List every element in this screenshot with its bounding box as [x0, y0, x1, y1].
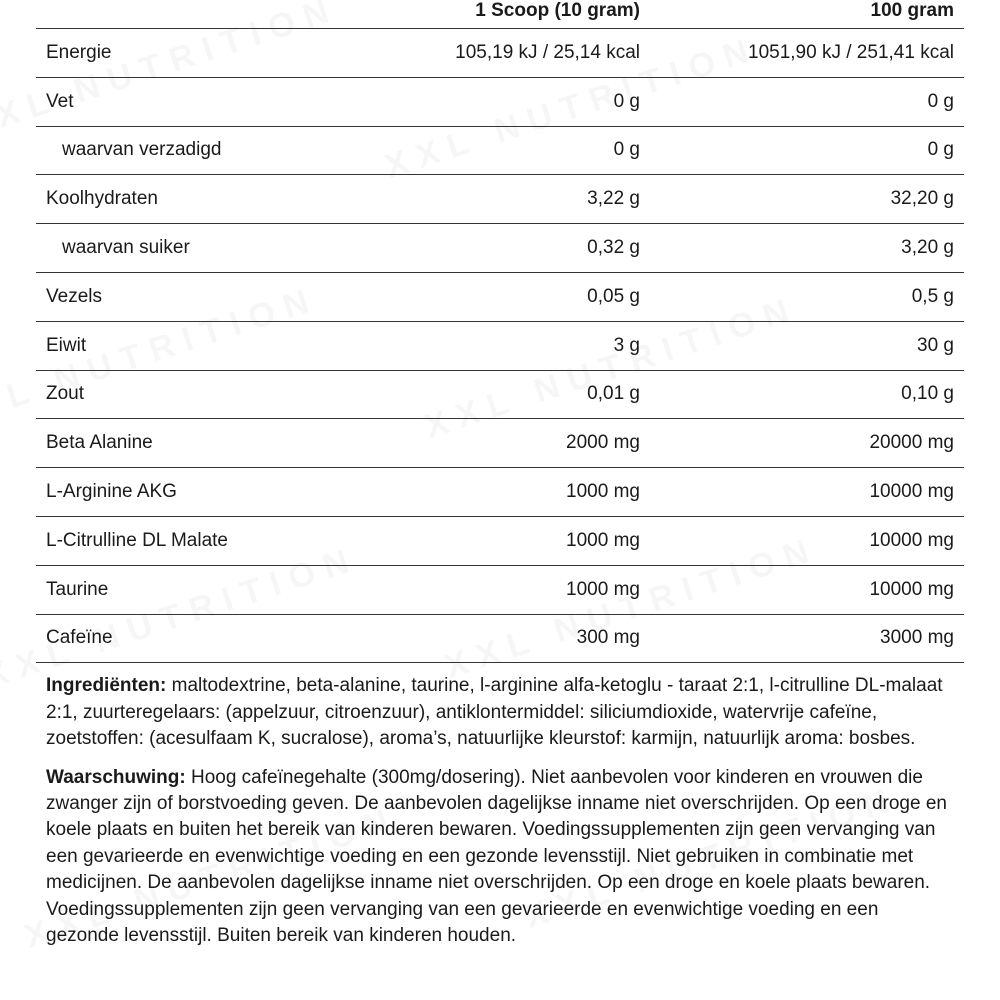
table-row — [36, 272, 964, 321]
value-per-scoop: 105,19 kJ / 25,14 kcal — [336, 29, 650, 78]
value-per-100g: 10000 mg — [650, 468, 964, 517]
table-row — [36, 321, 964, 370]
value-per-scoop: 300 mg — [336, 614, 650, 663]
value-per-100g: 32,20 g — [650, 175, 964, 224]
value-per-100g: 30 g — [650, 321, 964, 370]
value-per-100g: 3,20 g — [650, 224, 964, 273]
header-per-scoop: 1 Scoop (10 gram) — [336, 0, 650, 29]
value-per-scoop: 0,05 g — [336, 272, 650, 321]
table-row — [36, 468, 964, 517]
table-row — [36, 224, 964, 273]
value-per-scoop: 1000 mg — [336, 468, 650, 517]
nutrient-name: Vet — [36, 77, 336, 126]
nutrient-name: waarvan verzadigd — [36, 126, 336, 175]
value-per-100g: 10000 mg — [650, 516, 964, 565]
nutrition-document — [36, 0, 964, 949]
nutrition-table — [36, 0, 964, 663]
warning-paragraph — [36, 765, 964, 950]
nutrient-name: Zout — [36, 370, 336, 419]
value-per-scoop: 0,01 g — [336, 370, 650, 419]
value-per-scoop: 0 g — [336, 77, 650, 126]
table-row — [36, 175, 964, 224]
value-per-100g: 3000 mg — [650, 614, 964, 663]
ingredients-text: maltodextrine, beta-alanine, taurine, l-arginine alfa-ketoglu - taraat 2:1, l-citrulline DL-malaat 2:1, zuurteregelaars: (appelzuur, citroenzuur), antiklontermiddel: siliciumdioxide, watervrije cafeïne, zoetstoffen: (acesulfaam K, sucralose), aroma’s, natuurlijke kleurstof: karmijn, natuurlijk aroma: bosbes. — [46, 675, 943, 750]
value-per-scoop: 1000 mg — [336, 516, 650, 565]
value-per-100g: 0 g — [650, 126, 964, 175]
nutrient-name: L-Arginine AKG — [36, 468, 336, 517]
value-per-100g: 10000 mg — [650, 565, 964, 614]
value-per-scoop: 2000 mg — [336, 419, 650, 468]
ingredients-paragraph — [36, 673, 964, 752]
value-per-scoop: 0,32 g — [336, 224, 650, 273]
header-nutrient — [36, 0, 336, 29]
warning-text: Hoog cafeïnegehalte (300mg/dosering). Niet aanbevolen voor kinderen en vrouwen die zwanger zijn of borstvoeding geven. De aanbevolen dagelijkse inname niet overschrijden. Op een droge en koele plaats en buiten het bereik van kinderen bewaren. Voedingssupplementen zijn geen vervanging van een gevarieerde en evenwichtige voeding en een gezonde levensstijl. Niet gebruiken in combinatie met medicijnen. De aanbevolen dagelijkse inname niet overschrijden. Op een droge en koele plaats bewaren. Voedingssupplementen zijn geen vervanging van een gevarieerde en evenwichtige voeding en een gezonde levensstijl. Buiten bereik van kinderen houden. — [46, 766, 947, 947]
header-per-100g: 100 gram — [650, 0, 964, 29]
table-row — [36, 77, 964, 126]
table-row — [36, 516, 964, 565]
value-per-100g: 0,10 g — [650, 370, 964, 419]
warning-label: Waarschuwing: — [46, 766, 186, 788]
value-per-100g: 0 g — [650, 77, 964, 126]
nutrient-name: Vezels — [36, 272, 336, 321]
nutrient-name: Taurine — [36, 565, 336, 614]
table-row — [36, 419, 964, 468]
value-per-100g: 0,5 g — [650, 272, 964, 321]
table-row — [36, 565, 964, 614]
value-per-100g: 1051,90 kJ / 251,41 kcal — [650, 29, 964, 78]
table-header-row — [36, 0, 964, 29]
value-per-scoop: 3,22 g — [336, 175, 650, 224]
table-row — [36, 29, 964, 78]
nutrient-name: L-Citrulline DL Malate — [36, 516, 336, 565]
table-row — [36, 126, 964, 175]
nutrient-name: Energie — [36, 29, 336, 78]
nutrient-name: Eiwit — [36, 321, 336, 370]
table-row — [36, 370, 964, 419]
value-per-scoop: 3 g — [336, 321, 650, 370]
table-row — [36, 614, 964, 663]
nutrient-name: Cafeïne — [36, 614, 336, 663]
nutrient-name: waarvan suiker — [36, 224, 336, 273]
nutrient-name: Koolhydraten — [36, 175, 336, 224]
value-per-100g: 20000 mg — [650, 419, 964, 468]
value-per-scoop: 1000 mg — [336, 565, 650, 614]
value-per-scoop: 0 g — [336, 126, 650, 175]
ingredients-label: Ingrediënten: — [46, 675, 167, 697]
nutrient-name: Beta Alanine — [36, 419, 336, 468]
